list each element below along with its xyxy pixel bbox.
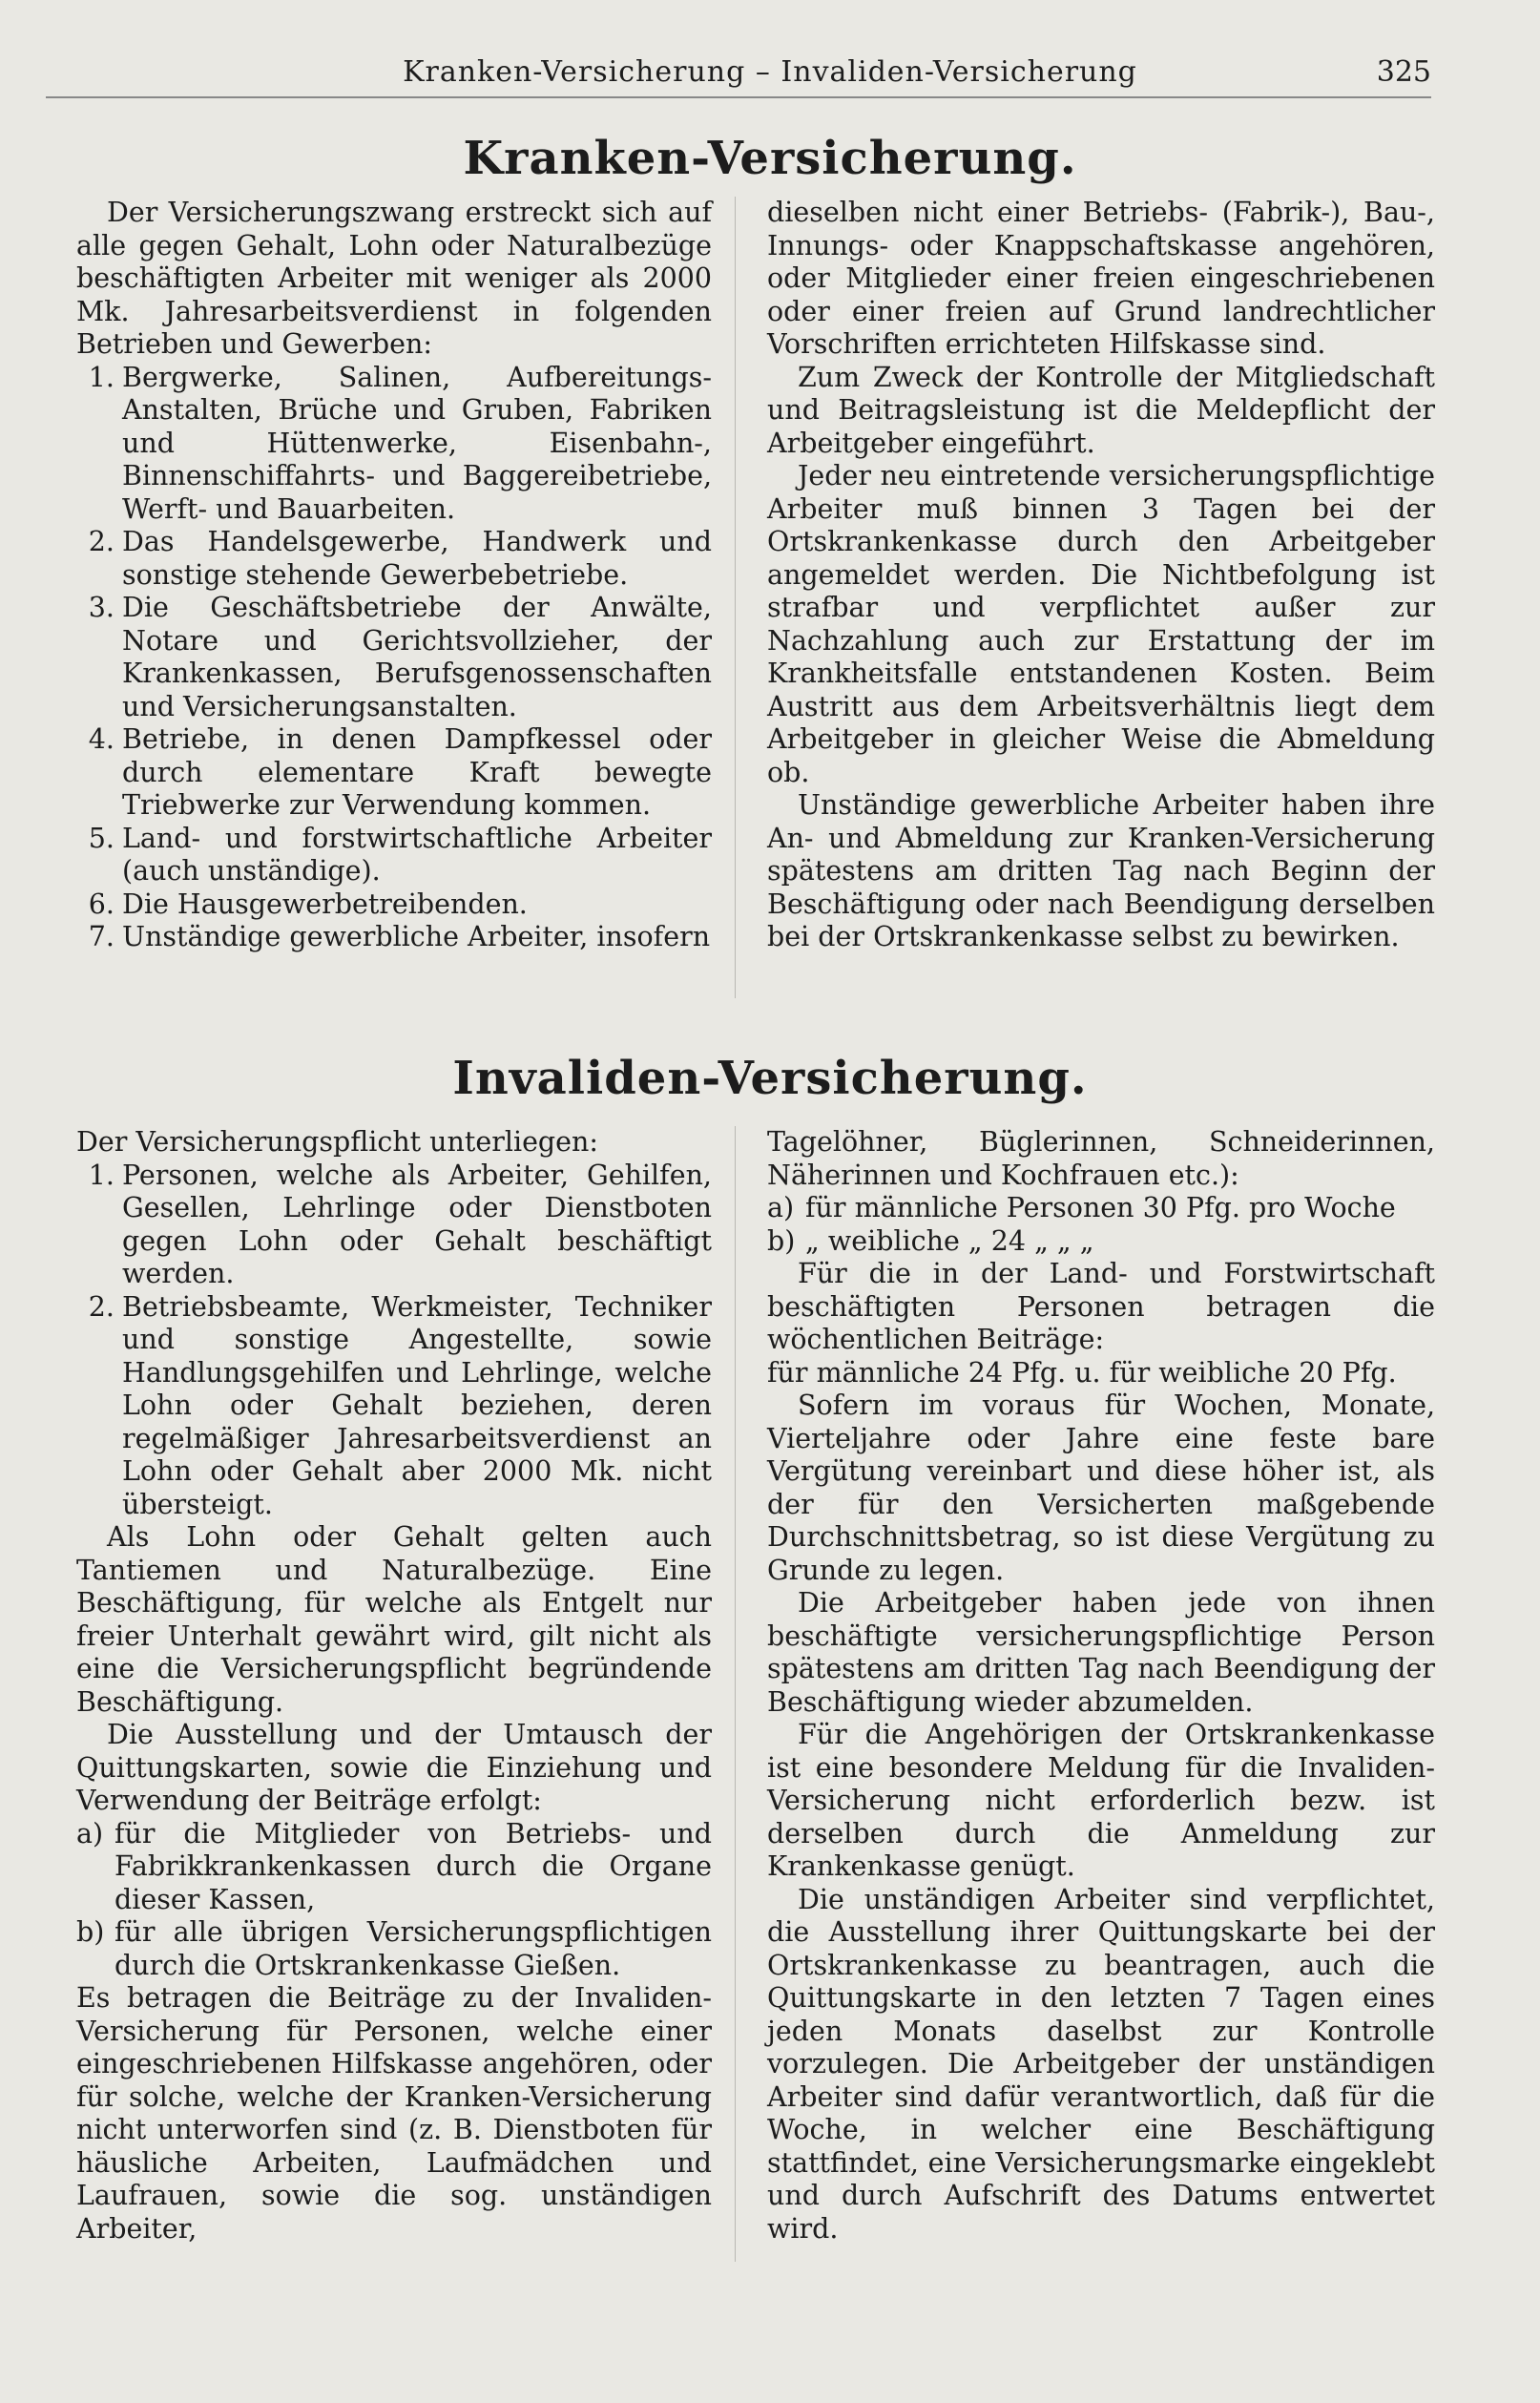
rate-item	[767, 1225, 1435, 1259]
list-item	[76, 1291, 712, 1522]
paragraph: Die unständigen Arbeiter sind verpflichtet, die Ausstellung ihrer Quittungskarte bei der Ortskrankenkasse zu beantragen, auch die Quittungskarte in den letzten 7 Tagen eines jeden Monats daselbst zur Kontrolle vorzulegen. Die Arbeitgeber der unständigen Arbeiter sind dafür verantwortlich, daß für die Woche, in welcher eine Beschäftigung stattfindet, eine Versicherungsmarke eingeklebt und durch Aufschrift des Datums entwertet wird.	[767, 1883, 1435, 2245]
item-number: 1.	[88, 361, 114, 393]
running-title: Kranken-Versicherung – Invaliden-Versicherung	[403, 55, 1137, 89]
item-text: Land- und forstwirtschaftliche Arbeiter (auch unständige).	[122, 822, 712, 887]
paragraph: Für die Angehörigen der Ortskrankenkasse ist eine besondere Meldung für die Invaliden-Versicherung nicht erforderlich bezw. ist derselben durch die Anmeldung zur Krankenkasse genügt.	[767, 1719, 1435, 1882]
kranken-intro: Der Versicherungszwang erstreckt sich auf alle gegen Gehalt, Lohn oder Naturalbezüge beschäftigten Arbeiter mit weniger als 2000 Mk. Jahresarbeitsverdienst in folgenden Betrieben und Gewerben:	[76, 197, 712, 360]
invaliden-continuation: Tagelöhner, Büglerinnen, Schneiderinnen, Näherinnen und Kochfrauen etc.):	[767, 1126, 1435, 1191]
paragraph: Es betragen die Beiträge zu der Invaliden-Versicherung für Personen, welche einer eingeschriebenen Hilfskasse angehören, oder für solche, welche der Kranken-Versicherung nicht unterworfen sind (z. B. Dienstboten für häusliche Arbeiten, Laufmädchen und Laufrauen, sowie die sog. unständigen Arbeiter,	[76, 1982, 712, 2245]
item-text: Bergwerke, Salinen, Aufbereitungs-Anstalten, Brüche und Gruben, Fabriken und Hüttenwerke, Eisenbahn-, Binnenschiffahrts- und Baggereibetriebe, Werft- und Bauarbeiten.	[122, 361, 712, 525]
item-number: 2.	[88, 526, 114, 557]
paragraph: Die Arbeitgeber haben jede von ihnen beschäftigte versicherungspflichtige Person spätestens am dritten Tag nach Beendigung der Beschäftigung wieder abzumelden.	[767, 1587, 1435, 1718]
item-text: Betriebe, in denen Dampfkessel oder durch elementare Kraft bewegte Triebwerke zur Verwendung kommen.	[122, 723, 712, 821]
item-number: b)	[76, 1916, 105, 1948]
paragraph: Sofern im voraus für Wochen, Monate, Vierteljahre oder Jahre eine feste bare Vergütung vereinbart und diese höher ist, als der für den Versicherten maßgebende Durchschnittsbetrag, so ist diese Vergütung zu Grunde zu legen.	[767, 1390, 1435, 1586]
list-item	[76, 723, 712, 823]
paragraph: Unständige gewerbliche Arbeiter haben ihre An- und Abmeldung zur Kranken-Versicherung spätestens am dritten Tag nach Beginn der Beschäftigung oder nach Beendigung derselben bei der Ortskrankenkasse selbst zu bewirken.	[767, 789, 1435, 952]
kranken-continuation: dieselben nicht einer Betriebs- (Fabrik-), Bau-, Innungs- oder Knappschaftskasse angehören, oder Mitglieder einer freien eingeschriebenen oder einer freien auf Grund landrechtlicher Vorschriften errichteten Hilfskasse sind.	[767, 197, 1435, 360]
landforst-rates: für männliche 24 Pfg. u. für weibliche 20 Pfg.	[767, 1356, 1397, 1389]
list-item	[76, 1160, 712, 1291]
header-rule	[46, 96, 1431, 98]
item-number: 4.	[88, 723, 114, 755]
item-number: 1.	[88, 1159, 114, 1191]
item-text: Das Handelsgewerbe, Handwerk und sonstige stehende Gewerbebetriebe.	[122, 526, 712, 591]
running-header	[0, 50, 1540, 97]
paragraph: Jeder neu eintretende versicherungspflichtige Arbeiter muß binnen 3 Tagen bei der Ortskrankenkasse durch den Arbeitgeber angemeldet werden. Die Nichtbefolgung ist strafbar und verpflichtet außer zur Nachzahlung auch zur Erstattung der im Krankheitsfalle entstandenen Kosten. Beim Austritt aus dem Arbeitsverhältnis liegt dem Arbeitgeber in gleicher Weise die Abmeldung ob.	[767, 460, 1435, 788]
item-text: „ weibliche „ 24 „ „ „	[805, 1224, 1094, 1257]
paragraph: Für die in der Land- und Forstwirtschaft beschäftigten Personen betragen die wöchentlichen Beiträge:	[767, 1258, 1435, 1355]
item-text: für alle übrigen Versicherungspflichtigen durch die Ortskrankenkasse Gießen.	[114, 1916, 712, 1981]
invaliden-left-column	[76, 1126, 712, 2246]
list-item	[76, 592, 712, 723]
list-item	[76, 823, 712, 888]
item-text: Unständige gewerbliche Arbeiter, insofern	[122, 921, 711, 952]
list-item	[76, 1916, 712, 1982]
list-item	[76, 888, 712, 922]
kranken-right-column	[767, 197, 1435, 954]
rate-item	[767, 1192, 1435, 1225]
paragraph: Als Lohn oder Gehalt gelten auch Tantiemen und Naturalbezüge. Eine Beschäftigung, für welche als Entgelt nur freier Unterhalt gewährt wird, gilt nicht als eine die Versicherungspflicht begründende Beschäftigung.	[76, 1521, 712, 1718]
item-number: 5.	[88, 822, 114, 854]
column-divider	[735, 1126, 736, 2262]
list-item	[76, 362, 712, 527]
invaliden-intro: Der Versicherungspflicht unterliegen:	[76, 1126, 598, 1158]
invaliden-title: Invaliden-Versicherung.	[452, 1052, 1088, 1105]
item-text: Betriebsbeamte, Werkmeister, Techniker und sonstige Angestellte, sowie Handlungsgehilfen und Lehrlinge, welche Lohn oder Gehalt beziehen, deren regelmäßiger Jahresarbeitsverdienst an Lohn oder Gehalt aber 2000 Mk. nicht übersteigt.	[122, 1290, 712, 1520]
item-number: 6.	[88, 888, 114, 920]
item-text: Personen, welche als Arbeiter, Gehilfen, Gesellen, Lehrlinge oder Dienstboten gegen Lohn oder Gehalt beschäftigt werden.	[122, 1159, 712, 1289]
item-text: für männliche Personen 30 Pfg. pro Woche	[805, 1192, 1396, 1223]
list-item	[76, 921, 712, 954]
paragraph: Zum Zweck der Kontrolle der Mitgliedschaft und Beitragsleistung ist die Meldepflicht der Arbeitgeber eingeführt.	[767, 361, 1435, 459]
list-item	[76, 1818, 712, 1917]
item-number: 2.	[88, 1290, 114, 1323]
item-text: Die Geschäftsbetriebe der Anwälte, Notare und Gerichtsvollzieher, der Krankenkassen, Berufsgenossenschaften und Versicherungsanstalten.	[122, 592, 712, 722]
item-number: 7.	[88, 921, 114, 952]
item-number: 3.	[88, 592, 114, 623]
list-item	[76, 526, 712, 592]
item-text: Die Hausgewerbetreibenden.	[122, 888, 528, 920]
kranken-left-column	[76, 197, 712, 954]
page-number: 325	[1376, 55, 1431, 89]
invaliden-right-column	[767, 1126, 1435, 2246]
item-number: a)	[767, 1192, 795, 1223]
item-number: b)	[767, 1224, 796, 1257]
column-divider	[735, 197, 736, 998]
item-text: für die Mitglieder von Betriebs- und Fabrikkrankenkassen durch die Organe dieser Kassen,	[114, 1817, 712, 1915]
kranken-title: Kranken-Versicherung.	[463, 132, 1077, 185]
item-number: a)	[76, 1817, 104, 1849]
paragraph: Die Ausstellung und der Umtausch der Quittungskarten, sowie die Einziehung und Verwendung der Beiträge erfolgt:	[76, 1719, 712, 1816]
